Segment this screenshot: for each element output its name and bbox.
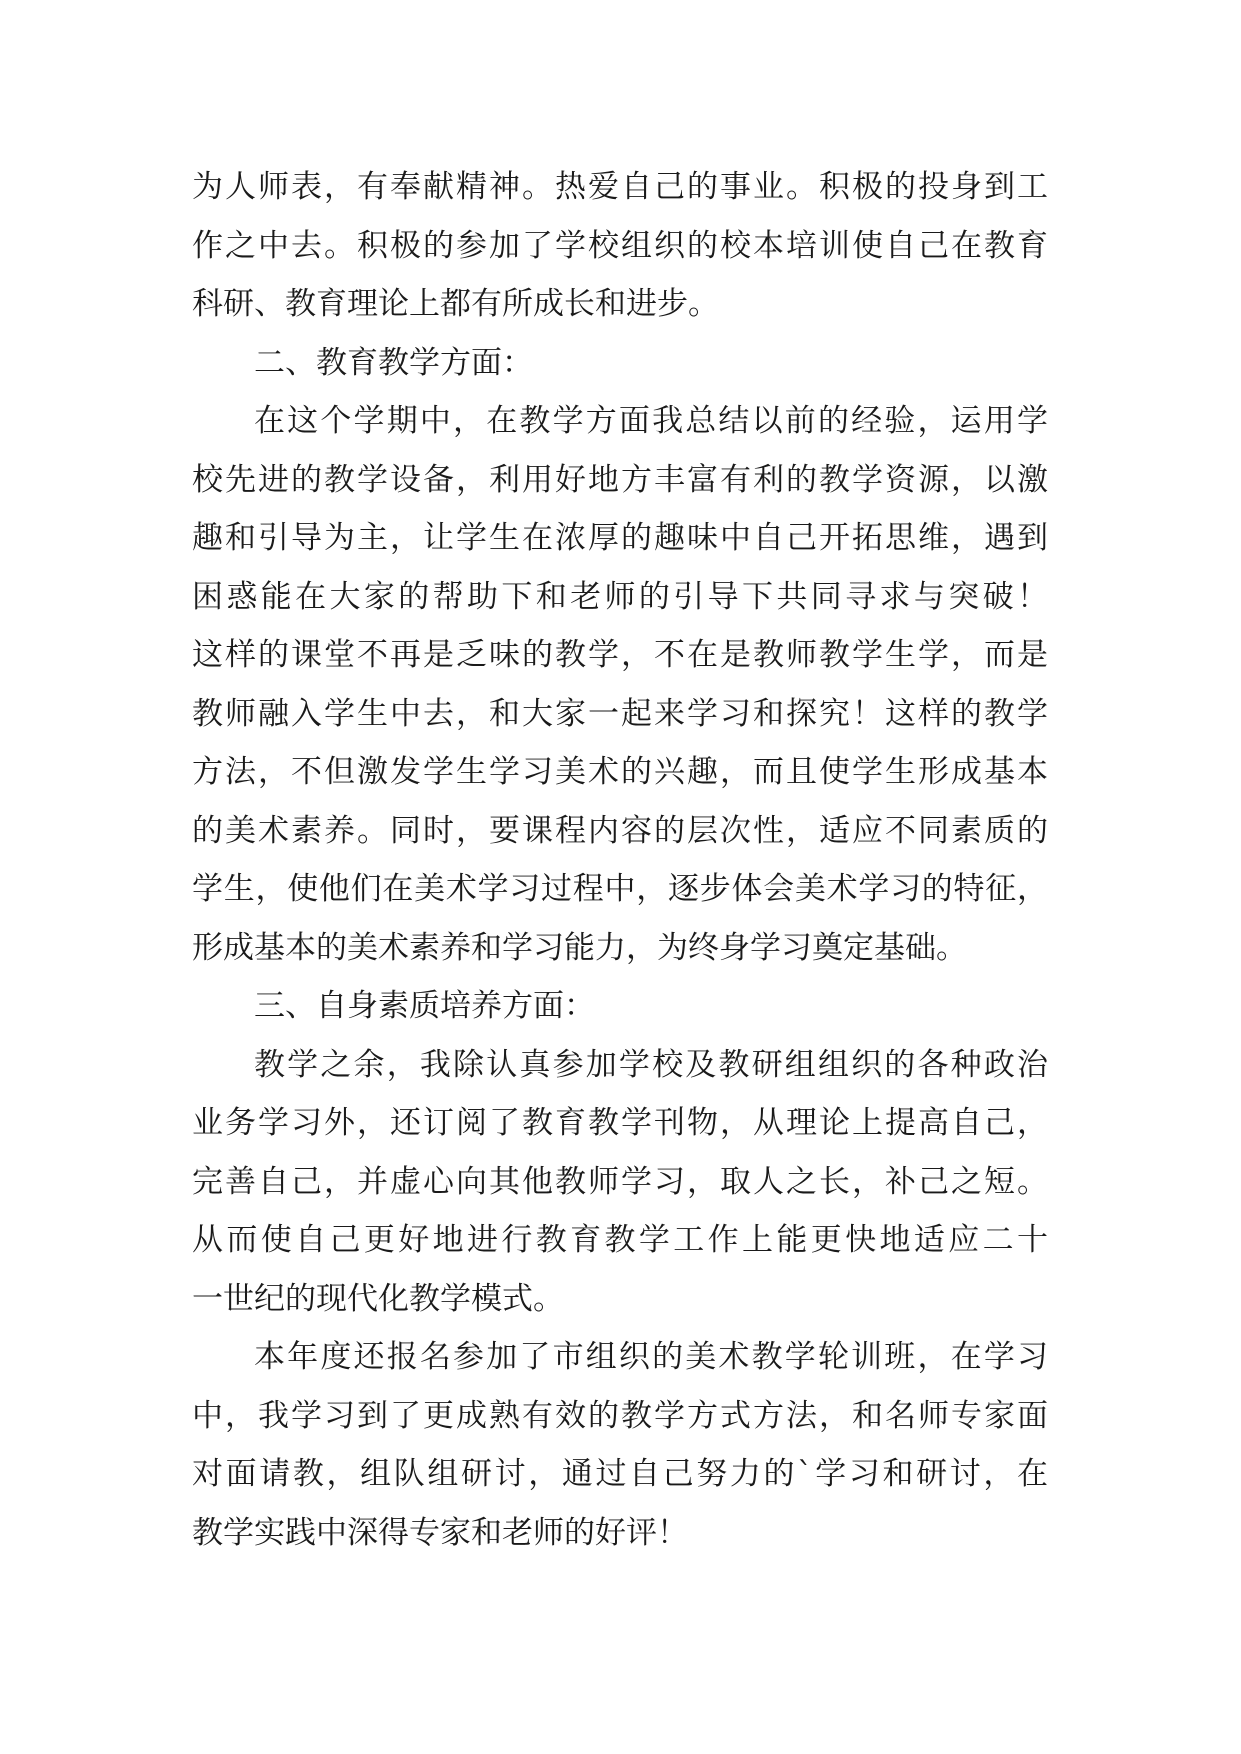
text-line: 科研、教育理论上都有所成长和进步。 [192, 286, 719, 322]
text-line: 本年度还报名参加了市组织的美术教学轮训班，在学习 [254, 1339, 1048, 1375]
text-line: 对面请教，组队组研讨，通过自己努力的`学习和研讨，在 [192, 1456, 1048, 1492]
text-line: 教学实践中深得专家和老师的好评！ [192, 1514, 688, 1551]
section-heading: 三、自身素质培养方面： [254, 988, 595, 1024]
text-line: 业务学习外，还订阅了教育教学刊物，从理论上提高自己， [192, 1105, 1048, 1141]
text-line: 一世纪的现代化教学模式。 [192, 1280, 564, 1317]
text-line: 校先进的教学设备，利用好地方丰富有利的教学资源，以激 [192, 461, 1048, 498]
text-line: 困惑能在大家的帮助下和老师的引导下共同寻求与突破！ [192, 578, 1048, 615]
text-line: 方法，不但激发学生学习美术的兴趣，而且使学生形成基本 [192, 754, 1048, 790]
section-heading: 二、教育教学方面： [254, 344, 533, 381]
text-line: 作之中去。积极的参加了学校组织的校本培训使自己在教育 [192, 227, 1048, 264]
text-line: 为人师表，有奉献精神。热爱自己的事业。积极的投身到工 [192, 169, 1048, 205]
text-line: 的美术素养。同时，要课程内容的层次性，适应不同素质的 [192, 812, 1048, 849]
text-line: 学生，使他们在美术学习过程中，逐步体会美术学习的特征， [192, 871, 1048, 907]
text-line: 趣和引导为主，让学生在浓厚的趣味中自己开拓思维，遇到 [192, 520, 1048, 556]
text-line: 在这个学期中，在教学方面我总结以前的经验，运用学 [254, 403, 1048, 439]
text-line: 教学之余，我除认真参加学校及教研组组织的各种政治 [254, 1046, 1048, 1083]
text-line: 中，我学习到了更成熟有效的教学方式方法，和名师专家面 [192, 1397, 1048, 1434]
text-line: 完善自己，并虚心向其他教师学习，取人之长，补己之短。 [192, 1163, 1048, 1200]
text-line: 教师融入学生中去，和大家一起来学习和探究！这样的教学 [192, 695, 1048, 732]
text-line: 形成基本的美术素养和学习能力，为终身学习奠定基础。 [192, 929, 967, 966]
text-line: 从而使自己更好地进行教育教学工作上能更快地适应二十 [192, 1222, 1048, 1258]
document-body [192, 158, 1048, 1562]
text-line: 这样的课堂不再是乏味的教学，不在是教师教学生学，而是 [192, 637, 1048, 673]
